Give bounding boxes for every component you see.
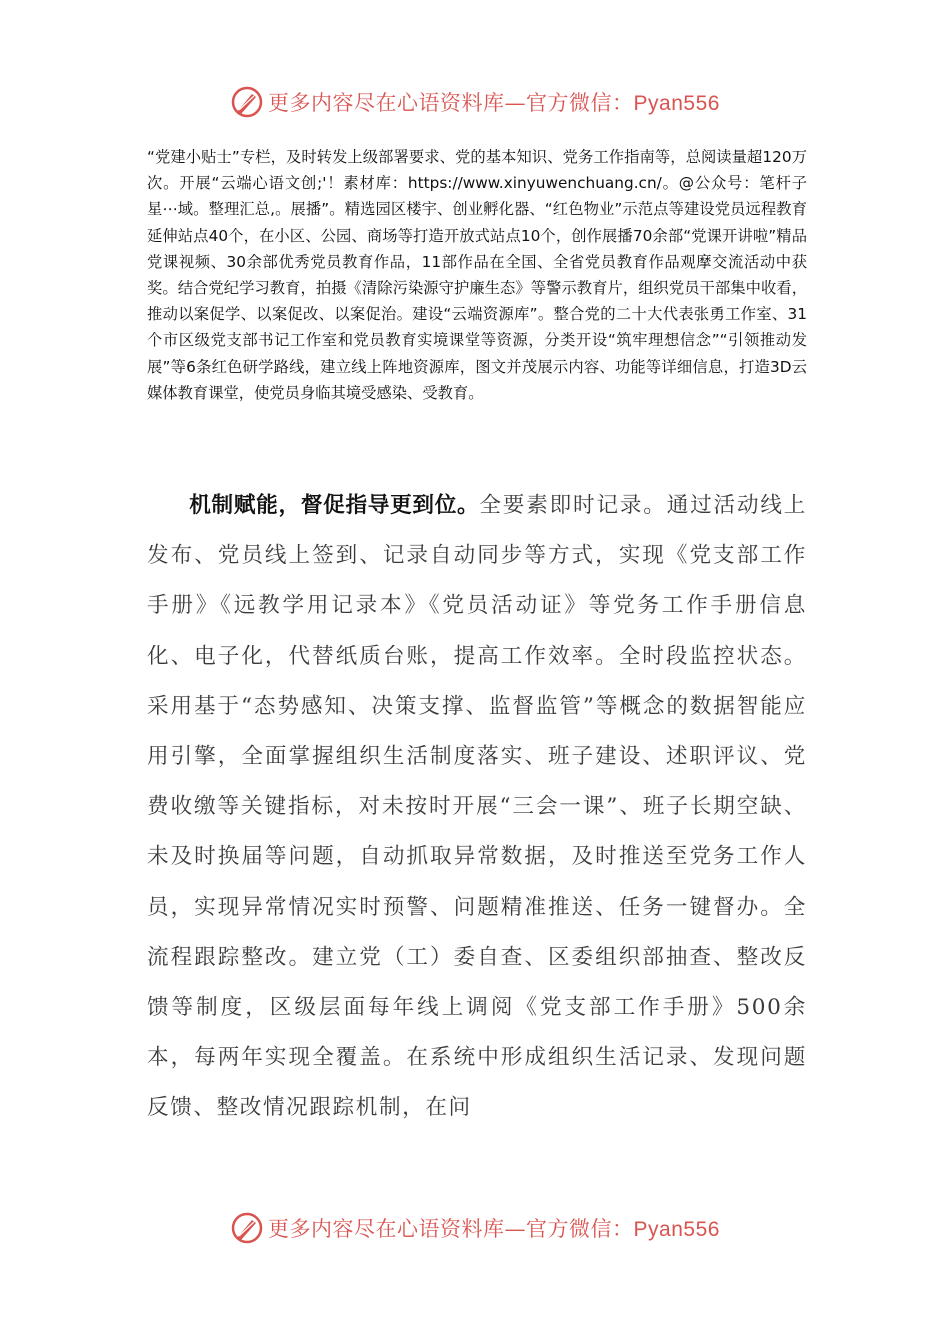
footer-wechat-id: Pyan556 — [633, 1218, 720, 1241]
footer-banner-text: 更多内容尽在心语资料库—官方微信： — [268, 1217, 634, 1241]
lead-bold-heading: 机制赋能，督促指导更到位。 — [189, 493, 480, 518]
header-banner-text: 更多内容尽在心语资料库—官方微信： — [268, 91, 634, 115]
small-paragraph: “党建小贴士”专栏，及时转发上级部署要求、党的基本知识、党务工作指南等，总阅读量超120万次。开展“云端心语文创;'！素材库：https://www.xinyuwenchuang.cn/。@公众号：笔杆子星⋯域。整理汇总,。展播”。精选园区楼宇、创业孵化器、“红色物业”示范点等建设党员远程教育延伸站点40个，在小区、公园、商场等打造开放式站点10个，创作展播70余部“党课开讲啦”精品党课视频、30余部优秀党员教育作品，11部作品在全国、全省党员教育作品观摩交流活动中获奖。结合党纪学习教育，拍摄《清除污染源守护廉生态》等警示教育片，组织党员干部集中收看，推动以案促学、以案促改、以案促治。建设“云端资源库”。整合党的二十大代表张勇工作室、31个市区级党支部书记工作室和党员教育实境课堂等资源，分类开设“筑牢理想信念”“引领推动发展”等6条红色研学路线，建立线上阵地资源库，图文并茂展示内容、功能等详细信息，打造3D云媒体教育课堂，使党员身临其境受感染、受教育。 — [147, 148, 807, 402]
header-banner — [0, 82, 950, 122]
footer-banner — [0, 1208, 950, 1248]
pen-logo-icon — [230, 1211, 264, 1245]
main-paragraph-text: 全要素即时记录。通过活动线上发布、党员线上签到、记录自动同步等方式，实现《党支部工作手册》《远教学用记录本》《党员活动证》等党务工作手册信息化、电子化，代替纸质台账，提高工作效率。全时段监控状态。采用基于“态势感知、决策支撑、监督监管”等概念的数据智能应用引擎，全面掌握组织生活制度落实、班子建设、述职评议、党费收缴等关键指标，对未按时开展“三会一课”、班子长期空缺、未及时换届等问题，自动抓取异常数据，及时推送至党务工作人员，实现异常情况实时预警、问题精准推送、任务一键督办。全流程跟踪整改。建立党（工）委自查、区委组织部抽查、整改反馈等制度，区级层面每年线上调阅《党支部工作手册》500余本，每两年实现全覆盖。在系统中形成组织生活记录、发现问题反馈、整改情况跟踪机制，在问 — [147, 493, 807, 1121]
pen-logo-icon — [230, 85, 264, 119]
header-wechat-id: Pyan556 — [633, 92, 720, 115]
main-paragraph — [147, 481, 807, 1134]
